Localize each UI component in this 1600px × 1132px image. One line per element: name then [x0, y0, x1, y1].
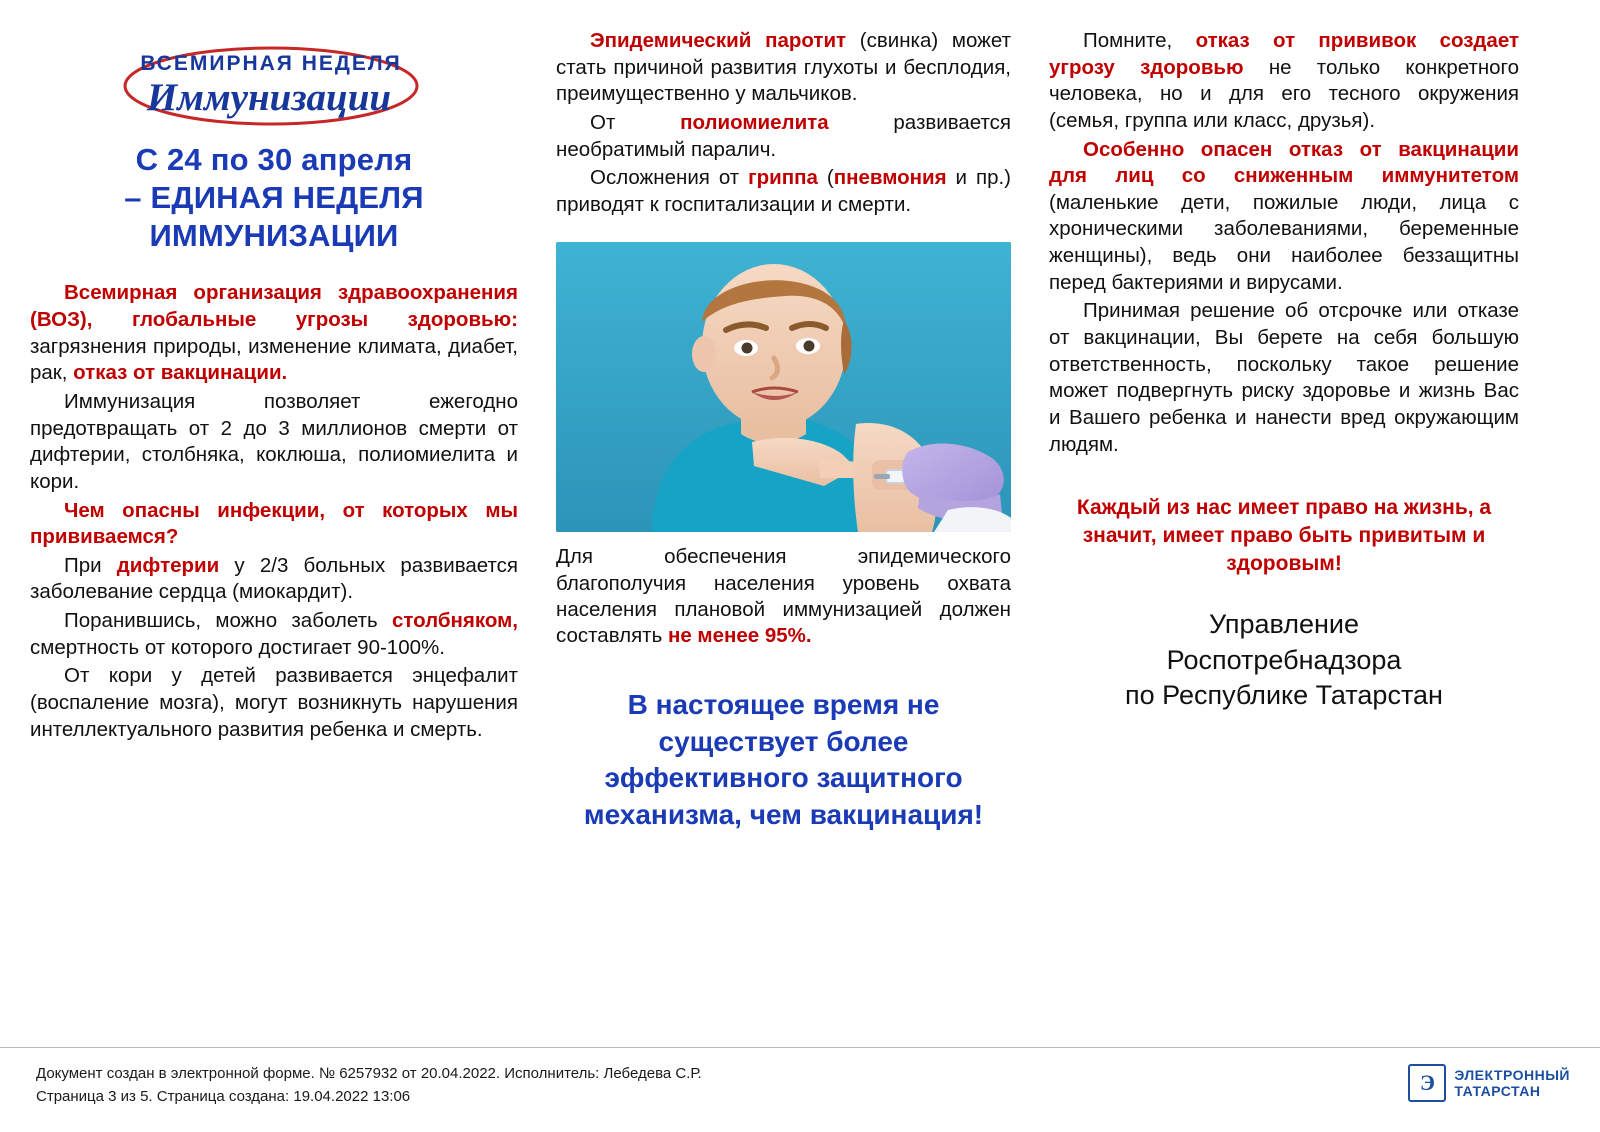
influenza-term: гриппа [748, 166, 818, 190]
mumps-term: Эпидемический паротит [590, 29, 847, 52]
document-footer [0, 1047, 1600, 1132]
who-threats-heading: Всемирная организация здравоохранения (ВОЗ), глобальные угрозы здоровью: [30, 281, 518, 332]
poster-columns [30, 28, 1570, 1048]
polio-a: От [590, 110, 681, 134]
footer-line-1: Документ создан в электронной форме. № 6257932 от 20.04.2022. Исполнитель: Лебедева С.Р. [36, 1065, 702, 1082]
paragraph-immunization-prevents: Иммунизация позволяет ежегодно предотвращать от 2 до 3 миллионов смерти от дифтерии, столбняка, коклюша, полиомиелита и кори. [30, 390, 518, 493]
middle-column [556, 28, 1011, 1048]
caption-highlight: не менее 95%. [667, 624, 812, 648]
immunization-week-logo [30, 34, 518, 135]
refusal-a: Помните, [1083, 29, 1196, 52]
organization-line-3: по Республике Татарстан [1125, 679, 1443, 710]
electronic-tatarstan-badge [1408, 1064, 1570, 1102]
page-title [30, 141, 518, 254]
influenza-b: ( [817, 166, 834, 190]
refusal-b: не только конкретного человека, но и для его тесного окружения (семья, группа или класс, друзья). [1049, 55, 1519, 132]
paragraph-refusal-threat [1049, 28, 1519, 135]
refusal-highlight: отказ от прививок создает угрозу здоровью [1049, 29, 1519, 79]
organization-line-1: Управление [1208, 609, 1360, 640]
diphtheria-a: При [64, 553, 117, 577]
left-column [30, 28, 518, 1048]
diphtheria-b: у 2/3 больных развивается заболевание сердца (миокардит). [30, 553, 518, 604]
paragraph-polio [556, 110, 1011, 163]
footer-metadata [36, 1062, 702, 1109]
badge-mark-icon: Э [1408, 1064, 1446, 1102]
paragraph-immunocompromised [1049, 137, 1519, 297]
badge-label [1454, 1067, 1570, 1099]
paragraph-influenza [556, 165, 1011, 218]
right-column [1049, 28, 1519, 1048]
badge-line-2: ТАТАРСТАН [1454, 1083, 1541, 1099]
polio-term: полиомиелита [680, 110, 829, 134]
headline-line-3: ИММУНИЗАЦИИ [149, 217, 399, 253]
mumps-body: (свинка) может стать причиной развития глухоты и бесплодия, преимущественно у мальчиков. [556, 29, 1011, 106]
influenza-a: Осложнения от [590, 166, 749, 190]
who-threats-body: загрязнения природы, изменение климата, диабет, рак, [30, 334, 518, 385]
photo-caption [556, 544, 1011, 649]
diphtheria-term: дифтерии [116, 553, 220, 577]
footer-line-2: Страница 3 из 5. Страница создана: 19.04.2022 13:06 [36, 1088, 411, 1106]
immunocompromised-highlight: Особенно опасен отказ от вакцинации для лиц со сниженным иммунитетом [1049, 137, 1519, 188]
slogan: В настоящее время не существует более эффективного защитного механизма, чем вакцинация! [583, 689, 984, 830]
closing-statement: Каждый из нас имеет право на жизнь, а значит, имеет право быть привитым и здоровым! [1076, 496, 1492, 575]
svg-text:ВСЕМИРНАЯ НЕДЕЛЯ: ВСЕМИРНАЯ НЕДЕЛЯ [140, 52, 402, 75]
badge-line-1: ЭЛЕКТРОННЫЙ [1454, 1066, 1570, 1083]
organization-signature [1049, 607, 1519, 712]
paragraph-responsibility: Принимая решение об отсрочке или отказе от вакцинации, Вы берете на себя большую ответственность, поскольку такое решение может подвергнуть риску здоровье и жизнь Вас и Вашего ребенка и нанести вред окружающим людям. [1049, 299, 1519, 456]
who-threats-refusal: отказ от вакцинации. [73, 361, 288, 385]
influenza-c: и пр.) приводят к госпитализации и смерти. [556, 166, 1011, 216]
paragraph-infections-question: Чем опасны инфекции, от которых мы прививаемся? [30, 498, 518, 549]
paragraph-measles: От кори у детей развивается энцефалит (воспаление мозга), могут возникнуть нарушения интеллектуального развития ребенка и смерть. [30, 664, 518, 741]
headline-line-1: С 24 по 30 апреля [135, 142, 413, 177]
logo-graphic [119, 34, 429, 130]
polio-b: развивается необратимый паралич. [556, 110, 1011, 161]
svg-text:Иммунизации: Иммунизации [146, 76, 392, 119]
vaccination-photo [556, 242, 1011, 532]
tetanus-a: Поранившись, можно заболеть [64, 609, 392, 633]
immunocompromised-body: (маленькие дети, пожилые люди, лица с хроническими заболеваниями, беременные женщины), ведь они наиболее беззащитны перед бактериями и вирусами. [1049, 190, 1519, 294]
paragraph-tetanus [30, 608, 518, 661]
paragraph-diphtheria [30, 553, 518, 606]
tetanus-term: столбняком, [391, 609, 518, 633]
tetanus-b: смертность от которого достигает 90-100%. [30, 635, 445, 659]
caption-text: Для обеспечения эпидемического благополучия населения уровень охвата населения плановой иммунизацией должен составлять [556, 545, 1011, 648]
organization-line-2: Роспотребнадзора [1166, 644, 1402, 675]
pneumonia-term: пневмония [833, 166, 947, 190]
paragraph-who-threats [30, 280, 518, 387]
headline-line-2: – ЕДИНАЯ НЕДЕЛЯ [124, 179, 424, 215]
paragraph-mumps [556, 28, 1011, 108]
